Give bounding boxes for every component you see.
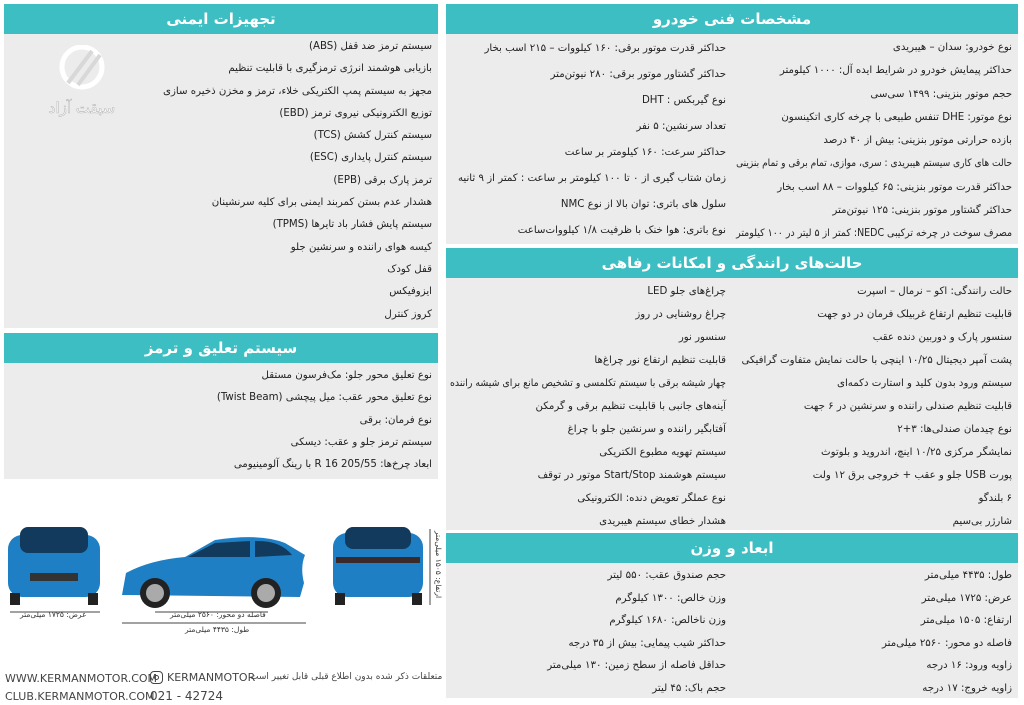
spec-item: حداکثر گشتاور موتور بنزینی: ۱۲۵ نیوتن‌متر — [832, 205, 1012, 217]
spec-item: نوع تعلیق محور عقب: میل پیچشی (Twist Beam) — [216, 392, 432, 404]
spec-item-row — [446, 633, 732, 656]
spec-item: حداکثر قدرت موتور برقی: ۱۶۰ کیلووات – ۲۱۵ اسب بخار — [484, 43, 726, 54]
spec-item-row — [732, 152, 1018, 175]
section-header-dims: ابعاد و وزن — [446, 533, 1018, 563]
spec-item-row — [732, 565, 1018, 588]
spec-item-row — [732, 395, 1018, 418]
club-link[interactable]: CLUB.KERMANMOTOR.COM — [5, 690, 155, 703]
spec-item: حداکثر پیمایش خودرو در شرایط ایده آل: ۱۰۰۰ کیلومتر — [779, 65, 1012, 77]
spec-item: نوع خودرو: سدان – هیبریدی — [892, 42, 1012, 53]
spec-item-row — [446, 464, 732, 487]
spec-item-row — [446, 510, 732, 533]
spec-item-row — [4, 410, 438, 432]
spec-item: حداقل فاصله از سطح زمین: ۱۳۰ میلی‌متر — [547, 660, 726, 671]
dimensions-weight — [446, 563, 1018, 698]
instagram-icon — [150, 671, 163, 684]
spec-item-row — [732, 633, 1018, 656]
spec-item: شارژر بی‌سیم — [952, 516, 1012, 527]
spec-item-row — [446, 326, 732, 349]
spec-item: وزن خالص: ۱۳۰۰ کیلوگرم — [615, 592, 726, 604]
spec-item-row — [446, 678, 732, 701]
spec-item-row — [446, 349, 732, 372]
spec-item-row — [732, 36, 1018, 59]
spec-item-row — [4, 125, 438, 147]
spec-item-row — [4, 387, 438, 409]
spec-item: قابلیت تنظیم صندلی راننده و سرنشین در ۶ جهت — [803, 401, 1012, 412]
spec-item-row — [732, 106, 1018, 129]
car-rear-view — [333, 527, 423, 605]
spec-item-row — [732, 588, 1018, 611]
spec-item-row — [446, 114, 732, 140]
instagram-handle[interactable] — [150, 671, 255, 684]
spec-item-row — [4, 432, 438, 454]
spec-item: سیستم کنترل پایداری (ESC) — [309, 152, 432, 164]
spec-item: توزیع الکترونیکی نیروی ترمز (EBD) — [279, 107, 432, 119]
spec-item-row — [4, 170, 438, 192]
dims-col-1 — [732, 563, 1018, 698]
spec-item: قفل کودک — [387, 263, 432, 275]
spec-item-row — [732, 464, 1018, 487]
spec-item-row — [446, 303, 732, 326]
spec-item: تعداد سرنشین: ۵ نفر — [636, 121, 726, 132]
tech-specs — [446, 34, 1018, 244]
spec-item-row — [4, 454, 438, 476]
car-dimension-diagram — [0, 505, 444, 645]
spec-item-row — [446, 140, 732, 166]
spec-item: هشدار عدم بستن کمربند ایمنی برای کلیه سرنشینان — [211, 197, 432, 209]
spec-item: حالت های کاری سیستم هیبریدی : سری، موازی، تمام برقی و تمام بنزینی — [736, 158, 1012, 170]
spec-item: بازده حرارتی موتور بنزینی: بیش از ۴۰ درصد — [823, 135, 1012, 147]
spec-item: حداکثر سرعت: ۱۶۰ کیلومتر بر ساعت — [564, 147, 726, 158]
spec-item-row — [446, 565, 732, 588]
spec-item: سیستم ورود بدون کلید و استارت دکمه‌ای — [836, 378, 1012, 389]
spec-item: نوع موتور: DHE تنفس طبیعی با چرخه کاری اتکینسون — [781, 111, 1012, 123]
spec-item-row — [446, 88, 732, 114]
instagram-text: KERMANMOTOR — [167, 671, 256, 684]
spec-item: پشت آمپر دیجیتال ۱۰/۲۵ اینچی با حالت نمایش متفاوت گرافیکی — [741, 355, 1012, 366]
spec-item-row — [732, 326, 1018, 349]
spec-item: مصرف سوخت در چرخه ترکیبی NEDC: کمتر از ۵ لیتر در ۱۰۰ کیلومتر — [735, 228, 1012, 240]
spec-item-row — [732, 418, 1018, 441]
spec-item-row — [4, 214, 438, 236]
spec-item: آینه‌های جانبی با قابلیت تنظیم برقی و گرمکن — [535, 401, 726, 412]
spec-item: هشدار خطای سیستم هیبریدی — [599, 516, 726, 527]
spec-item-row — [732, 83, 1018, 106]
spec-item: زاویه خروج: ۱۷ درجه — [922, 682, 1012, 694]
spec-item: نوع چیدمان صندلی‌ها: ۳+۲ — [897, 424, 1012, 435]
spec-item: آفتابگیر راننده و سرنشین جلو با چراغ — [567, 424, 726, 435]
spec-item-row — [446, 487, 732, 510]
wheelbase-label: فاصله دو محور: ۲۵۶۰ میلی‌متر — [170, 610, 266, 619]
spec-item: سیستم ترمز ضد قفل (ABS) — [309, 41, 432, 52]
spec-item-row — [446, 166, 732, 192]
spec-item-row — [446, 655, 732, 678]
spec-item-row — [732, 199, 1018, 222]
spec-item-row — [732, 372, 1018, 395]
spec-item: قابلیت تنظیم ارتفاع نور چراغ‌ها — [594, 355, 726, 366]
spec-item: حداکثر قدرت موتور بنزینی: ۶۵ کیلووات – ۸۸ اسب بخار — [777, 181, 1012, 193]
spec-item-row — [4, 192, 438, 214]
spec-item: پورت USB جلو و عقب + خروجی برق ۱۲ ولت — [812, 470, 1012, 481]
spec-item: فاصله دو محور: ۲۵۶۰ میلی‌متر — [882, 637, 1012, 649]
spec-item: ارتفاع: ۱۵۰۵ میلی‌متر — [920, 615, 1012, 626]
spec-item: چراغ‌های جلو LED — [647, 286, 726, 297]
spec-item-row — [446, 218, 732, 244]
spec-item: چهار شیشه برقی با سیستم تکلمسی و تشخیص مانع برای شیشه راننده — [450, 378, 726, 389]
spec-item: زاویه ورود: ۱۶ درجه — [926, 660, 1012, 671]
spec-item-row — [732, 176, 1018, 199]
section-header-tech: مشخصات فنی خودرو — [446, 4, 1018, 34]
spec-item-row — [446, 588, 732, 611]
spec-item: سیستم پایش فشار باد تایرها (TPMS) — [272, 219, 432, 231]
section-header-suspension: سیستم تعلیق و ترمز — [4, 333, 438, 363]
spec-item-row — [446, 36, 732, 62]
spec-item-row — [4, 304, 438, 326]
width-label: عرض: ۱۷۲۵ میلی‌متر — [20, 610, 87, 619]
comfort-col-2 — [446, 278, 732, 530]
spec-item: سیستم ترمز جلو و عقب: دیسکی — [290, 436, 432, 448]
spec-item-row — [4, 365, 438, 387]
phone-number: 021 - 42724 — [150, 689, 224, 703]
spec-item: قابلیت تنظیم ارتفاع غربیلک فرمان در دو جهت — [817, 309, 1012, 320]
tech-col-1 — [732, 34, 1018, 244]
spec-item-row — [732, 487, 1018, 510]
spec-item: سنسور پارک و دوربین دنده عقب — [872, 332, 1012, 343]
spec-item: ابعاد چرخ‌ها: 205/55 R 16 با رینگ آلومینیومی — [233, 459, 432, 471]
spec-item: ایزوفیکس — [389, 286, 432, 298]
watermark-logo — [40, 45, 125, 120]
spec-item-row — [4, 281, 438, 303]
tech-col-2 — [446, 34, 732, 244]
spec-item: زمان شتاب گیری از ۰ تا ۱۰۰ کیلومتر بر ساعت : کمتر از ۹ ثانیه — [457, 173, 726, 184]
spec-item: حالت رانندگی: اکو – نرمال – اسپرت — [857, 286, 1012, 297]
spec-item-row — [446, 610, 732, 633]
spec-item-row — [732, 655, 1018, 678]
svg-text:سبقت آزاد: سبقت آزاد — [48, 99, 116, 117]
spec-item: عرض: ۱۷۲۵ میلی‌متر — [921, 592, 1012, 604]
spec-item-row — [446, 418, 732, 441]
spec-item: مجهز به سیستم پمپ الکتریکی خلاء، ترمز و مخزن ذخیره سازی — [163, 85, 432, 97]
spec-item: ۶ بلندگو — [978, 493, 1012, 504]
spec-item: سیستم کنترل کشش (TCS) — [313, 130, 432, 142]
disclaimer: متعلقات ذکر شده بدون اطلاع قبلی قابل تغییر است — [250, 672, 443, 682]
suspension-list — [4, 363, 438, 476]
spec-item: حجم موتور بنزینی: ۱۴۹۹ سی‌سی — [870, 88, 1012, 100]
spec-item: طول: ۴۴۳۵ میلی‌متر — [924, 570, 1012, 581]
spec-item: حداکثر گشتاور موتور برقی: ۲۸۰ نیوتن‌متر — [550, 69, 726, 80]
spec-item: کروز کنترل — [384, 308, 432, 320]
spec-item-row — [4, 259, 438, 281]
spec-item-row — [732, 610, 1018, 633]
website-link[interactable]: WWW.KERMANMOTOR.COM — [5, 672, 158, 685]
spec-item-row — [446, 280, 732, 303]
spec-item-row — [732, 349, 1018, 372]
section-header-comfort: حالت‌های رانندگی و امکانات رفاهی — [446, 248, 1018, 278]
spec-item: کیسه هوای راننده و سرنشین جلو — [290, 241, 432, 253]
spec-item-row — [446, 441, 732, 464]
spec-item: نوع باتری: هوا خنک با ظرفیت ۱/۸ کیلووات‌ساعت — [517, 225, 726, 236]
spec-item: سیستم تهویه مطبوع الکتریکی — [599, 447, 726, 458]
spec-item-row — [446, 62, 732, 88]
dims-col-2 — [446, 563, 732, 698]
spec-item: نوع عملگر تعویض دنده: الکترونیکی — [577, 493, 726, 504]
spec-item: سلول های باتری: توان بالا از نوع NMC — [560, 199, 726, 210]
spec-item: نوع تعلیق محور جلو: مک‌فرسون مستقل — [261, 370, 432, 381]
spec-item: حجم باک: ۴۵ لیتر — [652, 682, 726, 694]
spec-item: حداکثر شیب پیمایی: بیش از ۳۵ درجه — [568, 637, 726, 649]
spec-item-row — [4, 147, 438, 169]
spec-item-row — [732, 222, 1018, 245]
car-front-view — [8, 527, 100, 605]
spec-item: سیستم هوشمند Start/Stop موتور در توقف — [537, 470, 726, 481]
spec-item-row — [446, 395, 732, 418]
section-header-safety: تجهیزات ایمنی — [4, 4, 438, 34]
spec-item: حجم صندوق عقب: ۵۵۰ لیتر — [607, 570, 726, 581]
spec-item-row — [732, 59, 1018, 82]
length-label: طول: ۴۴۳۵ میلی‌متر — [185, 625, 250, 634]
spec-item-row — [732, 303, 1018, 326]
spec-item-row — [732, 129, 1018, 152]
spec-item-row — [732, 678, 1018, 701]
height-label: ارتفاع: ۱۵۰۵ میلی‌متر — [434, 530, 444, 599]
spec-item: سنسور نور — [678, 332, 726, 343]
spec-item-row — [732, 280, 1018, 303]
spec-item: بازیابی هوشمند انرژی ترمزگیری با قابلیت تنظیم — [228, 63, 432, 75]
spec-item-row — [446, 192, 732, 218]
spec-item: وزن ناخالص: ۱۶۸۰ کیلوگرم — [609, 615, 726, 626]
spec-item-row — [732, 441, 1018, 464]
comfort-features — [446, 278, 1018, 530]
spec-item: ترمز پارک برقی (EPB) — [333, 174, 432, 186]
spec-item: چراغ روشنایی در روز — [635, 309, 726, 320]
car-side-view — [122, 537, 305, 608]
comfort-col-1 — [732, 278, 1018, 530]
spec-item: نمایشگر مرکزی ۱۰/۲۵ اینچ، اندروید و بلوتوث — [820, 447, 1012, 458]
spec-item: نوع فرمان: برقی — [359, 414, 432, 426]
suspension-brakes — [4, 363, 438, 479]
spec-item-row — [4, 237, 438, 259]
spec-item: نوع گیربکس : DHT — [641, 95, 726, 106]
spec-item-row — [732, 510, 1018, 533]
spec-item-row — [446, 372, 732, 395]
